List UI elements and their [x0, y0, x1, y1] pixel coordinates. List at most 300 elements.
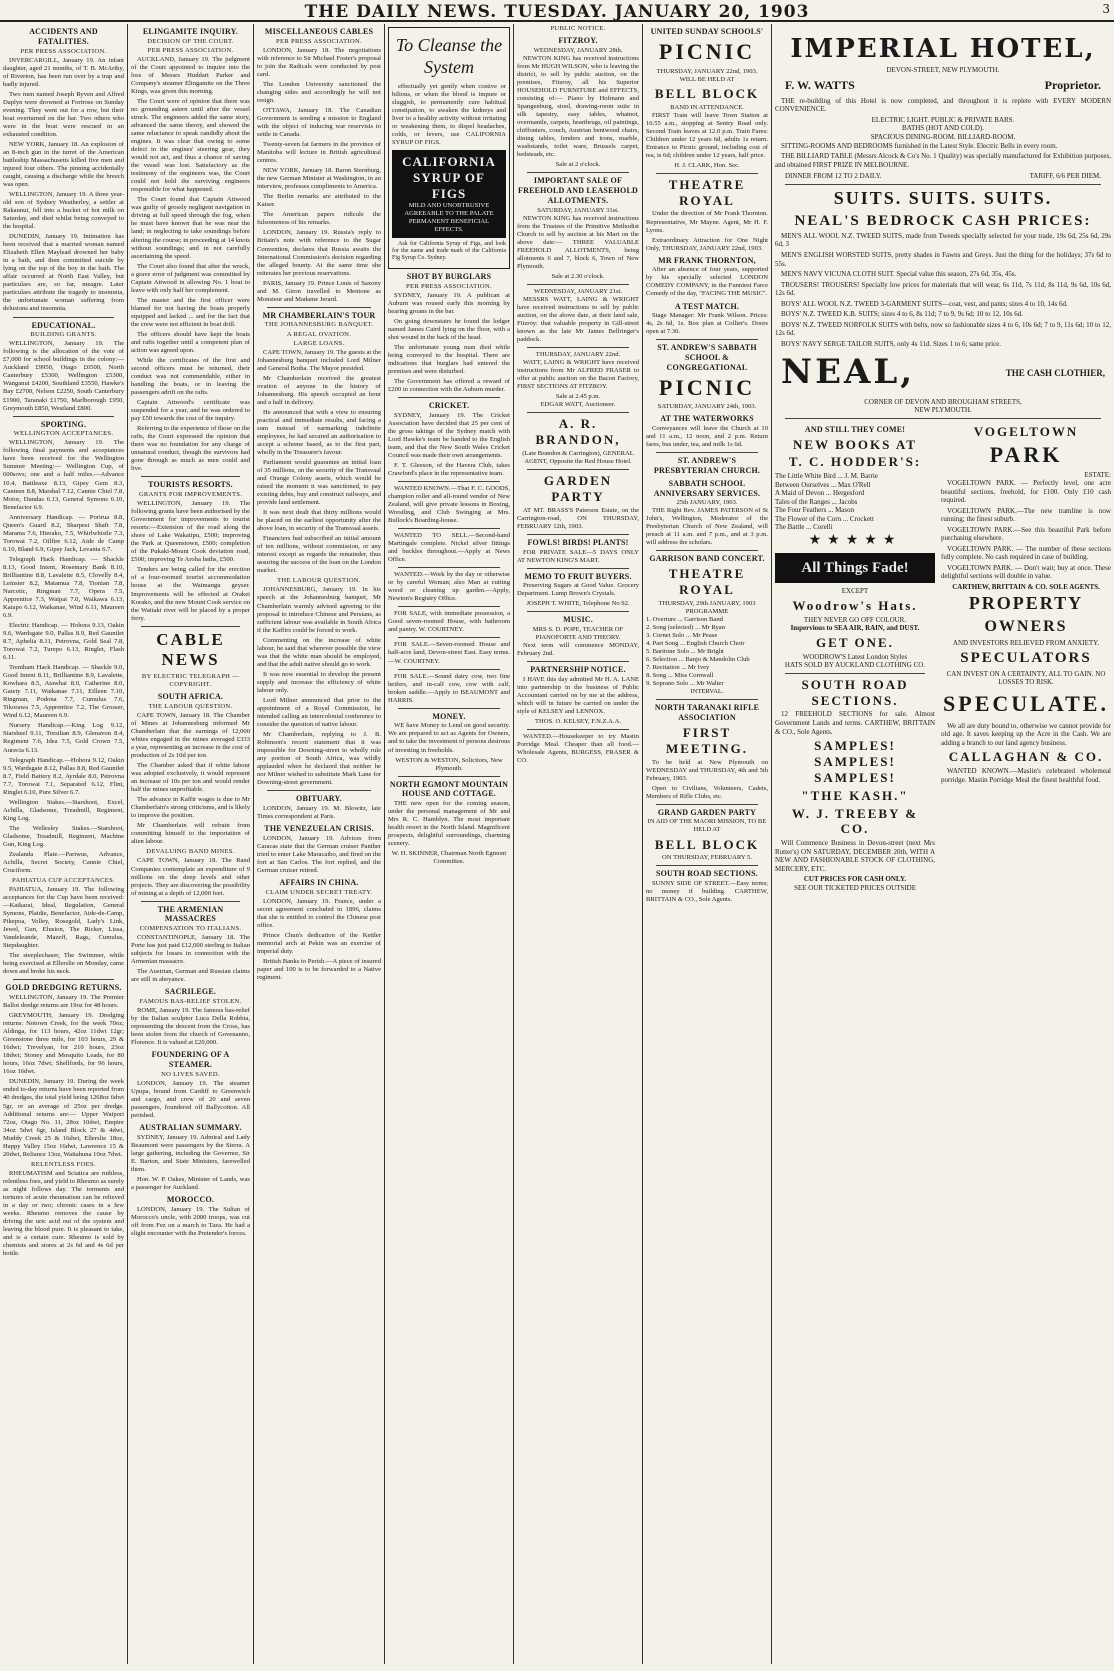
heading-obituary: OBITUARY. [296, 794, 342, 804]
the-kash: "THE KASH." [801, 787, 909, 803]
vogeltown-title: VOGELTOWN [973, 423, 1079, 439]
notice-paragraph: Preserving Sugars at Good Value. Grocery Department. Lump Brown's Crystals. [517, 582, 639, 598]
article-paragraph: WELLINGTON, January 19. The following final payments and acceptances have been received for the Wellington Summer Meeting:— Wellington Cup, of 600sovs; one and a half miles.—Advance 10.4, Battleaxe 8.13, Gipsy Gem 8.3, Canteen 8.8, Marshal 7.12, Cannie Chiel 7.8, Motor, Dundas 6.13, General Symons 6.10, Benefactor 6.9. [3, 439, 124, 511]
subheading: LARGE LOANS. [293, 339, 345, 347]
article-paragraph: PAHIATUA, January 19. The following acceptances for the Cup have been received:—Kaikarai, Ideal, Regulation, General Symons, Plaidie, Benefactor, Aide-de-Camp, Pikepoa, Volley, Rosegold, Lady's Link, Jewel, Gun, Elusion, The Ricker, Lissa, Vandeleande, Mazeff, Rags, Cumulus, Stepdaughter. [3, 886, 124, 950]
article-paragraph: CAPE TOWN, January 19. The guests at the Johannesburg banquet included Lord Milner and General Botha. The Mayor presided. [257, 348, 381, 372]
heading-anniversary: SABBATH SCHOOL ANNIVERSARY SERVICES. [653, 478, 761, 498]
divider [13, 317, 114, 318]
notice-paragraph: MESSRS WATT, LAING & WRIGHT have received instructions to sell by public auction, on the above date, at their land sale, Fitzroy: that valuable property in Gill-street known as the late Mr James Bellringer's paddock. [517, 295, 639, 343]
advert-paragraph: effectually yet gently when costive or bilious, or when the blood is impure or sluggish, to permanently cure habitual constipation, to awaken the kidneys and liver to a healthy activity without irritating or weakening them, to dispel headaches, colds, or fevers, use CALIFORNIA SYRUP OF FIGS. [392, 82, 506, 147]
notice-date: SATURDAY, JANUARY 31st. [537, 206, 619, 214]
imperial-hotel-title: IMPERIAL HOTEL, [790, 34, 1096, 64]
figs-line: PERMANENT BENEFICIAL EFFECTS. [408, 217, 490, 233]
article-paragraph: Captain Attwood's certificate was suspended for a year, and he was ordered to pay £50 towards the cost of the inquiry. [131, 399, 250, 423]
programme-item: 4. Part Song ... English Church Choir [646, 640, 745, 648]
divider [527, 469, 629, 470]
notice-paragraph: NEWTON KING has received instructions from the Trustees of the Primitive Methodist Church to sell by auction at his Mart on the above date:— THREE VALUABLE FREEHOLD ALLOTMENTS, being allotments 6 and 7, block 6, Town of New Plymouth. [517, 214, 639, 270]
price-item: TROUSERS! TROUSERS! Specially low prices for materials that will wear, 6s 11d, 7s 11d, 8s 11d, 9s 6d, 10s 6d, 12s 6d. [775, 280, 1111, 298]
article-paragraph: Two men named Joseph Ryven and Alfred Daplyn were drowned at Fortrose on Sunday evening. They went out for a row, but their boat overturned on the bar. Two others who were in the boat were rescued in an exhausted condition. [3, 90, 124, 138]
divider [398, 708, 500, 709]
programme-item: 5. Baritone Solo ... Mr Bright [646, 648, 724, 656]
brandon-subtitle: (Late Brandon & Carrington), GENERAL AGENT, Opposite the Red House Hotel. [522, 449, 634, 465]
article-paragraph: The Court also found that after the wreck, a grave error of judgment was committed by Captain Attwood in allowing No. 1 boat to leave with only half her complement. [131, 262, 250, 294]
subheading: WELLINGTON ACCEPTANCES. [13, 430, 114, 438]
heading-important-sale: IMPORTANT SALE OF FREEHOLD AND LEASEHOLD ALLOTMENTS. [518, 176, 638, 205]
article-paragraph: Commenting on the increase of white labour, he said that wherever possible the view was that the white man should be employed, and that the adult native should go to work. [257, 636, 381, 668]
divider [398, 669, 500, 670]
masthead [0, 0, 1114, 22]
ticketed-prices: SEE OUR TICKETED PRICES OUTSIDE [794, 883, 916, 892]
notice-date: THURSDAY, JANUARY 22nd, 1903. [656, 67, 758, 75]
article-paragraph: LONDON, January 19. The Sultan of Morocco's uncle, with 2000 troops, was cut off from Fez on a march to Taza. He had a slight encounter with the Pretender's forces. [131, 1205, 250, 1237]
notice-paragraph: Open to Civilians, Volunteers, Cadets, Members of Rifle Clubs, etc. [646, 784, 768, 800]
divider [13, 416, 114, 417]
heading-chamberlain: MR CHAMBERLAIN'S TOUR [262, 310, 376, 320]
neal-subtitle: THE CASH CLOTHIER, [1005, 367, 1105, 378]
article-paragraph: The London University sanctioned the changing sides and accordingly he will not resign. [257, 80, 381, 104]
neal-signature-row [781, 352, 1105, 393]
column-advertisements [772, 24, 1114, 1664]
divider [398, 481, 500, 482]
notice-paragraph: Under the direction of Mr Frank Thornton. Representative, Mr Mayne. Agent, Mr H. F. Lyons. [646, 210, 768, 234]
article-paragraph: On going downstairs he found the lodger named James Caird lying on the floor, with a shot wound in the back of the head. [388, 317, 510, 341]
article-paragraph: Hon. W. P. Oakes, Minister of Lands, was a passenger for Auckland. [131, 1175, 250, 1191]
programme-item: 2. Song (selected) ... Mr Ryan [646, 624, 726, 632]
signature: WESTON & WESTON, Solicitors, New Plymouth. [395, 756, 503, 772]
article-paragraph: Anniversary Handicap. — Porirua 8.8, Queen's Guard 8.2, Sharpest Shaft 7.8, Marama 7.6, Hierako, 7.5, Whirlwhistle 7.3, Torowai 7.2, Oilfire 6.12, Aide de Camp 6.10, Bland 6.9, Gipsy Jack, Levanta 6.7. [3, 513, 124, 553]
interval-label: INTERVAL. [690, 688, 724, 696]
article-paragraph: LONDON, January 19. France, under a secret agreement concluded in 1896, claims that she is entitled to control the Chinese post office. [257, 897, 381, 929]
programme-list [646, 616, 768, 688]
all-things-fade: All Things Fade! [775, 553, 935, 583]
heading-cricket: CRICKET. [428, 400, 470, 410]
notice-line: Sale at 2.30 o'clock. [551, 272, 605, 280]
heading-presbyterian: ST. ANDREW'S PRESBYTERIAN CHURCH. [653, 456, 761, 476]
notice-paragraph: NEWTON KING has received instructions from Mr HUGH WILSON, who is leaving the district, to sell by public auction, on the premises, Fitzroy, all his Superior HOUSEHOLD FURNITURE and EFFECTS, consisting of:— Piano by Hofmann and Spangenburg, stool, drawing-room suite in silk tapestry, easy tables, whatnot, overmantle, carpets, hearthrugs, oil paintings, chiffoniers, couch, Austrian bentwood chairs, dining tables, fenders and irons, marble, washstands, toilet ware, Brussels carpet, bedsteads, etc. [517, 54, 639, 159]
article-paragraph: LONDON, January 19. M. Blowitz, late Times correspondent at Paris. [257, 804, 381, 820]
article-paragraph: Parliament would guarantee an initial loan of 35 millions, on the security of the Transvaal and Orange Colony assets, which would be raised the moment it was sanctioned, to pay existing debts, buy and construct railways, and provide land settlement. [257, 458, 381, 507]
except-label: EXCEPT [841, 587, 869, 596]
woodrows-hats: Woodrow's Hats. [792, 597, 918, 613]
article-paragraph: DUNEDIN, January 19. During the week ended to-day returns have been reported from 40 dredges, the total yield being 1268oz 6dwt 5gr, or an average of 25oz per dredge. Additional returns are:— Upper Waipori 72oz, Otago No. 11, 28oz 10dwt, Empire 34oz 5dwt 6gr, Island Block 27 & 4dwt, Muddy Creek 25 & 16dwt, Ellerslie 18oz, Happy Valley 15oz 16dwt, Lawrence 15 & 20dwt, Reliance 13oz, Waitahuna 10oz 7dwt. [3, 1078, 124, 1158]
article-paragraph: The Court found that Captain Attwood was guilty of grossly negligent navigation in driving at full speed through the fog, when he must have known that he was near the land; in neglecting to take soundings before altering the course; in proceeding at 14 knots without soundings; and in not carefully ascertaining the speed. [131, 196, 250, 260]
column-figs [385, 24, 513, 1664]
divider [527, 412, 629, 413]
heading-venezuelan: THE VENEZUELAN CRISIS. [264, 824, 374, 833]
heading-china: AFFAIRS IN CHINA. [279, 877, 359, 887]
article-paragraph: LONDON, January 19. Russia's reply to Britain's note with reference to the Sugar Convention, declares that Russia awaits the International Commission's decision regarding the alleged bounty. At the same time she reiterates her previous reservations. [257, 229, 381, 277]
estate-label: ESTATE: [1084, 470, 1111, 479]
heading-morocco: MOROCCO. [166, 1194, 215, 1204]
article-paragraph: WELLINGTON, January 19. The following grants have been authorised by the Government for improvements to tourist resorts:—Extension of the road along the shore of Lake Wakatipu, £500; improving the Park at Queenstown, £500; completion of the Pukaki-Mount Cook deviation road, £500; improving Te Aroha baths, £500. [131, 500, 250, 564]
book-item: The Flower of the Corn ... Crockett [775, 514, 874, 523]
article-paragraph: SYDNEY, January 19. The Cricket Association have decided that 25 per cent of the gross takings of the Sydney match with Lord Hawke's team be handed to the English team, and that the New South Wales Cricket Council was made their own arrangements. [388, 411, 510, 459]
heading-garden-party: GARDEN PARTY [543, 473, 613, 504]
press-line: PER PRESS ASSOCIATION. [20, 47, 107, 55]
divider [656, 339, 758, 340]
column-accidents [0, 24, 127, 1664]
article-paragraph: The Government has offered a reward of £200 in connection with the Auburn murder. [388, 377, 510, 393]
divider [785, 418, 1101, 419]
actor-name: MR FRANK THORNTON, [658, 255, 756, 265]
syrup-of-figs-advert [388, 27, 510, 269]
stars-ornament: ★★★★★ [808, 533, 902, 548]
article-paragraph: DUNEDIN, January 19. Intimation has been received that a married woman named Elizabeth Ellen Maylead drowned her baby in a bath, and then committed suicide by lying on the top of the boy in the bath. The affair occurred at North East Valley, but particulars are, so far, meagre. Later particulars attribute the tragedy to insomnia, the unfortunate woman suffering from delusions and insomnia. [3, 233, 124, 313]
signature: JOSEPH T. WHITE, Telephone No 92. [526, 600, 630, 608]
picnic-title: PICNIC [658, 38, 756, 64]
article-paragraph: NEW YORK, January 18. Baron Sternburg, the new German Minister at Washington, in an interview, professes compliments to America. [257, 167, 381, 191]
neal-town: NEW PLYMOUTH. [914, 406, 972, 415]
suits-headline: SUITS. SUITS. SUITS. [833, 187, 1053, 208]
divider [398, 567, 500, 568]
article-paragraph: Mr Chamberlain received the greatest ovation of anyone in the history of Johannesburg. His speech occupied an hour and a half in delivery. [257, 374, 381, 406]
newspaper-title: THE DAILY NEWS. TUESDAY. JANUARY 20, 1903 [304, 2, 810, 22]
article-paragraph: British Banks to Perish.—A piece of insured paper and 100 is to be forwarded to a Native regiment. [257, 957, 381, 981]
advert-paragraph: RHEUMATISM and Sciatica are ruthless, relentless foes, and yield to Rheumo as surely as night follows day. The torments and tortures of acute rheumatism can be relieved in a day or two; chronic cases in a few weeks. Rheumo removes the cause by driving the uric acid out of the system and leaving the blood pure. It is pleasant to take, and is a certain cure. Rheumo is sold by chemists and stores at 2s 6d and 4s 6d per bottle. [3, 1169, 124, 1258]
advert-paragraph: SITTING-ROOMS AND BEDROOMS furnished in the Latest Style. Electric Bells in every room. [781, 141, 1058, 150]
get-one: GET ONE. [816, 634, 894, 650]
article-paragraph: LONDON, January 19. Advices from Caracas state that the German cruiser Panther tried to enter Lake Maracaibo, and fired on the fort at San Carlos. The fort replied, and the German cruiser retired. [257, 834, 381, 874]
hotel-dining: SPACIOUS DINING-ROOM. BILLIARD-ROOM. [870, 133, 1016, 141]
article-paragraph: THE new open for the coming season, under the personal management of Mr and Mrs R. C. Hamblyn. The most important health resort in the North Island. Magnificent prospects, delightful surroundings, charming scenery. [388, 800, 510, 848]
price-item: BOYS' NAVY SERGE TAILOR SUITS, only 4s 11d. Sizes 1 to 6; same price. [781, 339, 1002, 348]
advert-paragraph: VOGELTOWN PARK. — The number of these sections fully complete. No cash required in case of building. [941, 544, 1111, 562]
page-number: 3 [1102, 2, 1110, 16]
heading-burglars: SHOT BY BURGLARS [406, 271, 492, 281]
heading-gold: GOLD DREDGING RETURNS. [5, 983, 122, 993]
subheading: DECISION OF THE COURT. [147, 37, 234, 45]
press-line: PER PRESS ASSOCIATION. [406, 282, 492, 290]
carthew-agents: CARTHEW, BRITTAIN & CO. SOLE AGENTS. [952, 582, 1100, 591]
heading-accidents: ACCIDENTS AND FATALITIES. [29, 27, 98, 46]
neal-address: CORNER OF DEVON AND BROUGHAM STREETS, [864, 397, 1022, 406]
latest-styles: WOODROW'S Latest London Styles [802, 652, 908, 661]
divider [141, 901, 240, 902]
heading-garrison: GARRISON BAND CONCERT. [649, 554, 765, 564]
heading-still-come: AND STILL THEY COME! [804, 424, 906, 434]
subheading: PAHIATUA CUP ACCEPTANCES. [11, 876, 116, 884]
notice-date: THURSDAY, 29th JANUARY, 1903 [658, 599, 756, 607]
heading-music: MUSIC. [563, 615, 593, 625]
notice-line: Sale at 2 o'clock. [555, 161, 601, 169]
heading-south-africa: SOUTH AFRICA. [157, 692, 224, 702]
article-paragraph: It was now essential to develop the present supply and increase the efficiency of white labour only. [257, 670, 381, 694]
divider [527, 568, 629, 569]
subheading: GRANTS FOR IMPROVEMENTS. [138, 491, 243, 499]
classified-ad: WANTED.—Housekeeper to try Mastin Porridge Meal. Cheaper than all food.—Wholesale Agents, BURGESS, FRASER & CO. [517, 733, 639, 765]
book-item: The Four Feathers ... Mason [775, 506, 855, 515]
impervious: Impervious to SEA AIR, RAIN, and DUST. [790, 624, 920, 633]
divider [527, 661, 629, 662]
article-paragraph: WELLINGTON, January 19. The Premier Ballot dredge returns are 19oz for 48 hours. [3, 994, 124, 1010]
signature: THOS. O. KELSEY, F.N.Z.A.A. [535, 718, 621, 726]
article-paragraph: CONSTANTINOPLE, January 18. The Porte has just paid £12,000 sterling to Italian subjects for losses in connection with the Armenian massacre. [131, 934, 250, 966]
notice-line: IN AID OF THE MAORI MISSION, TO BE HELD AT [647, 818, 767, 834]
price-item: MEN'S NAVY VICUNA CLOTH SUIT. Special value this season, 27s 6d, 35s, 45s. [781, 270, 1017, 279]
book-item: The Little White Bird ... J. M. Barrie [775, 472, 878, 481]
notice-date: THURSDAY, JANUARY 22nd. [535, 351, 621, 358]
new-books: NEW BOOKS AT [793, 436, 917, 452]
article-paragraph: Telegraph Handicap.—Hohora 9.12, Oakin 9.5, Wardsgate 8.12, Pallas 8.8, Red Gauntlet 8.7, Field Battery 8.2, Ayrdale 8.0, Petrovna 7.7, Torowai 7.1, Separated 6.12, Flint, Ringlet 6.10, Pure Silver 6.7. [3, 756, 124, 796]
programme-item: 3. Cornet Solo ... Mr Pease [646, 632, 718, 640]
article-paragraph: Telegraph Hack Handicap. — Shackle 8.13, Good Intent, Rosemary Bank 8.10, Brilliantine 8.8, Lavalette 8.5, Clovelly 8.4, Leinster 8.2, Matamua 7.8, Tionian 7.8, Narcotic, Ringman 7.7, Opera 7.5, Apprentice 7.3, Waipai 7.0, Waikawa 6.13, Kaiapo 6.12, Waikanae, Wind 6.11, Maureen 6.9. [3, 555, 124, 619]
brandon-name: A. R. BRANDON, [535, 416, 621, 448]
article-paragraph: Twenty-seven fat farmers in the province of Manitoba will lecture in British agricultural centres. [257, 141, 381, 165]
figs-line: AGREEABLE TO THE PALATE [404, 209, 494, 217]
article-paragraph: Referring to the experience of those on the rafts, the Court expressed the opinion that there was no foundation for any charge of unnatural conduct, though the survivors had gone through as much as men could and live. [131, 425, 250, 473]
divider [141, 626, 240, 627]
investors-line: AND INVESTORS RELIEVED FROM ANXIETY. [952, 638, 1100, 647]
notice-date: SATURDAY, JANUARY 24th, 1903. [657, 403, 757, 411]
article-paragraph: The Chamber asked that if white labour was adopted exclusively, it would represent an increase of 10s per ton and would render half the mines unprofitable. [131, 762, 250, 794]
samples: SAMPLES! SAMPLES! SAMPLES! [814, 738, 896, 785]
divider [785, 673, 925, 674]
article-paragraph: The Court were of opinion that there was no grounding astern until after the vessel struck. The engineers added the same story, advanced the same theory, and showed the same reluctance to speak candidly about the engines. It was clear that owing to some defect in the engines' steering gear, they would not act, and thus a chance of saving the vessel was lost. Satisfactory as the testimony of the engineers was, the Court could not hold the surviving engineers responsible for what happened. [131, 97, 250, 194]
divider [527, 172, 629, 173]
article-paragraph: The Berlin remarks are attributed to the Kaiser. [257, 193, 381, 209]
divider [656, 173, 758, 174]
classified-ad: WE have Money to Lend on good security. We are prepared to act as Agents for Owners, and to take the investment of persons desirous of investing in freeholds. [388, 722, 510, 754]
divider [656, 804, 758, 805]
neal-logo: NEAL, [781, 352, 916, 393]
book-item: A Maid of Devon ... Hergesford [775, 489, 865, 498]
advert-paragraph: THE re-building of this Hotel is now completed, and throughout it is replete with EVERY MODERN CONVENIENCE. [775, 96, 1111, 114]
figs-banner [392, 150, 506, 238]
venue-theatre: THEATRE ROYAL [668, 566, 746, 598]
article-paragraph: JOHANNESBURG, January 19. In his speech at the Johannesburg banquet, Mr Chamberlain warmly advised agreeing to the proposal to introduce Chinese and Persians, as sufficient labour was available in South Africa if the Kaffirs could be forced to work. [257, 586, 381, 634]
heading-misc-cables: MISCELLANEOUS CABLES [264, 27, 374, 36]
article-paragraph: While the certificates of the first and second officers must be returned, their conduct was not commendable, either in handling the boats, or in leaving the passengers adrift on the rafts. [131, 356, 250, 397]
article-paragraph: SYDNEY, January 19. A publican at Auburn was roused early this morning by hearing groans in the bar. [388, 291, 510, 315]
left-ad-stack [775, 422, 935, 893]
article-paragraph: LONDON, January 19. The steamer Upupa, bound from Cardiff to Greenwich and cargo, and crew of 20 and seven passengers, foundered off Ballycotton. All perished. [131, 1079, 250, 1119]
first-meeting: FIRST MEETING. [665, 724, 749, 756]
divider [527, 611, 629, 612]
can-invest-line: CAN INVEST ON A CERTAINTY, ALL TO GAIN. NO LOSSES TO RISK. [946, 669, 1106, 687]
classified-ad: WANTED.—Work by the day or otherwise or by careful Woman; also Man at cutting wood or cleaning up garden.—Apply, Newton's Registry Office. [388, 571, 510, 603]
article-paragraph: Zealanda Plate.—Pariwus, Advance, Achilla, Secret Society, Cannie Chiel, Cruciform. [3, 850, 124, 874]
article-paragraph: The American papers ridicule the fulsomeness of his remarks. [257, 211, 381, 227]
notice-paragraph: Extraordinary Attraction for One Night Only, THURSDAY, JANUARY 22nd, 1903. [646, 236, 768, 252]
programme-item: 7. Recitation ... Mr Ivey [646, 664, 710, 672]
article-paragraph: SYDNEY, January 19. Admiral and Lady Beaumont were passengers by the Sierra. A large gathering, including the Governor, Sir E. Barton, and State Ministers, farewelled them. [131, 1133, 250, 1173]
divider [141, 476, 240, 477]
proprietor-label: Proprietor. [1044, 78, 1101, 93]
article-paragraph: LONDON, January 18. The negotiations with reference to Sir Michael Foster's proposal to join the Radicals were conducted by post card. [257, 46, 381, 78]
advert-paragraph: VOGELTOWN PARK.—The new tramline is now running; the finest suburb. [941, 506, 1111, 524]
column-public-notices [514, 24, 642, 1664]
heading-grand-garden: GRAND GARDEN PARTY [657, 807, 757, 817]
divider [13, 979, 114, 980]
article-paragraph: Mr Chamberlain, replying to J. B. Robinson's recent statement that it was impossible for Downing-street to wholly rule any portion of South Africa, was wildly applauded when he declared that neither he nor Milner wished to substitute Mark Lane for Downing-street government. [257, 730, 381, 787]
article-paragraph: Financiers had subscribed an initial amount of ten millions, without commission, or any interest except as regards the remainder, thus assuring the success of the loan on the London market. [257, 535, 381, 575]
heading-egmont: NORTH EGMONT MOUNTAIN HOUSE AND COTTAGE. [389, 779, 509, 799]
advert-paragraph: WANTED KNOWN.—Maslin's celebrated wholemeal porridge. Mastin Porridge Meal the finest healthful food. [941, 767, 1111, 784]
book-item: The Battle ... Corelli [775, 523, 833, 532]
programme-item: 1. Overture ... Garrison Band [646, 616, 723, 624]
speculate-title: SPECULATE. [943, 690, 1109, 716]
press-line: PER PRESS ASSOCIATION. [147, 46, 234, 54]
park-title: PARK [989, 441, 1063, 467]
column-misc-cables [254, 24, 384, 1664]
right-ad-stack [941, 422, 1111, 893]
article-paragraph: The Wellesley Stakes.—Starshoot, Gladsome, Treadmill, Regiment, Machine Gun, King Log. [3, 824, 124, 848]
heading-sunday-schools: UNITED SUNDAY SCHOOLS' [650, 27, 764, 36]
heading-money: MONEY. [432, 711, 466, 721]
tariff: TARIFF, 6/6 PER DIEM. [1029, 172, 1101, 181]
venue-bell-block: BELL BLOCK [654, 85, 760, 101]
notice-paragraph: To be held at New Plymouth on WEDNESDAY and THURSDAY, 4th and 5th February, 1903. [646, 758, 768, 782]
notice-line: WILL BE HELD AT [679, 75, 735, 83]
subheading: DEVALUING BAND MINES. [146, 848, 235, 856]
heading-sporting: SPORTING. [40, 419, 87, 429]
bottom-ads-grid [775, 422, 1111, 893]
subheading: BY ELECTRIC TELEGRAPH — COPYRIGHT. [141, 673, 240, 689]
heading-theatre-royal: THEATRE ROYAL [668, 176, 746, 208]
hotel-baths: BATHS (HOT AND COLD). [902, 124, 984, 133]
heading-sacrilege: SACRILEGE. [164, 987, 217, 997]
notice-date: WEDNESDAY, JANUARY 21st. [533, 287, 623, 295]
heading-st-andrews: ST. ANDREW'S SABBATH SCHOOL & CONGREGATIONAL [657, 343, 757, 372]
article-paragraph: PARIS, January 19. Prince Louis of Saxony and M. Giron travelled to Mentone as Monsieur and Madame Jerard. [257, 279, 381, 303]
notice-paragraph: After an absence of four years, supported by his specially selected LONDON COMEDY COMPANY, in the Funniest Farce Comedy of the day, "FACING THE MUSIC". [646, 266, 768, 298]
subheading: FAMOUS BAS-RELIEF STOLEN. [139, 998, 242, 1006]
divider [527, 284, 629, 285]
article-paragraph: He announced that with a view to ensuring practical and immediate results, and facing a sum instead of earmarking indefinite employees, he had secured an authorisation to accept a scheme based, as to the first part, wholly in the Treasurer's favour. [257, 408, 381, 456]
subheading: RELENTLESS FOES. [31, 1160, 96, 1168]
advert-paragraph: We all are duty bound to, otherwise we cannot provide for old age. It saves keeping up the Acre in the Cash. We are adding a branch to our land agency business. [941, 721, 1111, 747]
subheading: THE LABOUR QUESTION. [148, 702, 233, 710]
hotel-features: ELECTRIC LIGHT. PUBLIC & PRIVATE BARS. [871, 115, 1015, 124]
article-paragraph: Prince Chun's dedication of the Kettler memorial arch at Pekin was an exercise of imperial duty. [257, 931, 381, 955]
subheading: COMPENSATION TO ITALIANS. [139, 925, 242, 933]
divider [656, 699, 758, 700]
classified-ad: FOR SALE, with immediate possession, a Good seven-roomed House, with bathroom and pantry. W. COURTNEY. [388, 610, 510, 634]
dinner-hours: DINNER FROM 12 TO 2 DAILY. [785, 172, 882, 181]
advert-paragraph: VOGELTOWN PARK.—See this beautiful Park before purchasing elsewhere. [941, 525, 1111, 543]
classified-ad: FOR SALE.—Seven-roomed House and half-acre land, Devon-street East. Easy terms.—W. COURTNEY. [388, 641, 510, 665]
subheading: BUILDING GRANTS. [30, 331, 97, 339]
divider [398, 528, 500, 529]
advert-paragraph: VOGELTOWN PARK. — Perfectly level, one acre beautiful sections, freehold, for £100. Only £10 cash required. [941, 479, 1111, 505]
divider [656, 550, 758, 551]
article-paragraph: It was next dealt that thirty millions would be placed on the earliest opportunity after the above loan, in security of the Transvaal assets. [257, 509, 381, 533]
divider [527, 347, 629, 348]
divider [267, 307, 371, 308]
neal-cash-prices: NEAL'S BEDROCK CASH PRICES: [794, 212, 1092, 229]
hotel-dinner-row [785, 172, 1101, 181]
article-paragraph: Tenders are being called for the erection of a four-roomed tourist accommodation house at the Waimangu geyser. Improvements will be effected at Orakei Korako, and the new Mount Cook service on the Waitaki river will be placed by a proper ferry. [131, 566, 250, 622]
article-paragraph: The steeplechaser, The Swimmer, while being exercised at Ellerslie on Monday, came down and broke his neck. [3, 952, 124, 976]
article-paragraph: WELLINGTON, January 19. A three year-old son of Sydney Weatherley, a settler at Rakaunui, fell into a bucket of hot milk on Saturday, and died whilst being conveyed to the hospital. [3, 191, 124, 231]
advert-paragraph: THE BILLIARD TABLE (Messrs Alcock & Co's No. 1 Quality) was specially manufactured for Exhibition purposes, and obtained FIRST PRIZE IN MELBOURNE. [775, 152, 1111, 169]
divider [398, 637, 500, 638]
notice-date: WEDNESDAY, JANUARY 28th. [533, 46, 623, 54]
article-paragraph: AUCKLAND, January 19. The judgment of the Court appointed to inquire into the loss of Messrs Huddart Parker and Company's steamer Elingamite on the Three Kings, was given this morning. [131, 55, 250, 95]
programme-item: 6. Selection ... Banjo & Mandolin Club [646, 656, 750, 664]
heading-rifle: NORTH TARANAKI RIFLE ASSOCIATION [654, 703, 760, 723]
article-paragraph: ROME, January 19. The famous bas-relief by the Italian sculptor Luca Della Robbia, representing the descent from the Cross, has been stolen from the church of Govenanno, Florence. It is valued at £20,000. [131, 1007, 250, 1047]
advert-headline: To Cleanse the System [395, 35, 503, 77]
article-paragraph: WELLINGTON, January 19. The following is the allocation of the vote of £7,000 for school buildings in the colony:— Auckland £9950, Otago £6500, North Canterbury £5300, Wellington £5300, Wanganui £4200, Southland £3550, Hawke's Bay £2700, Nelson £2250, South Canterbury £1900, Taranaki £1750, Marlborough £950, Greymouth £850, Westland £800. [3, 340, 124, 412]
book-item: Between Ourselves ... Max O'Rell [775, 480, 871, 489]
subheading: NO LIVES SAVED. [161, 1070, 220, 1078]
heading-cable-news: CABLE NEWS [156, 629, 225, 670]
article-paragraph: The unfortunate young man died while being conveyed to the hospital. There are indications that burglars had entered the premises and were disturbed. [388, 343, 510, 375]
south-road-sections: SOUTH ROAD SECTIONS. [801, 676, 909, 708]
heading-foundering: FOUNDERING OF A STEAMER. [151, 1050, 230, 1070]
article-paragraph: Lord Milner announced that prior to the appointment of a Royal Commission, he intended calling an intercolonial conference to consider the question of native labour. [257, 696, 381, 728]
notice-date: 25th JANUARY, 1903. [676, 499, 738, 507]
hotel-address: DEVON-STREET, NEW PLYMOUTH. [886, 65, 1000, 74]
section-label: PUBLIC NOTICE. [550, 25, 606, 32]
cut-prices: CUT PRICES FOR CASH ONLY. [803, 875, 907, 884]
subheading: CLAIM UNDER SECRET TREATY. [265, 888, 373, 896]
price-item: BOYS' N.Z. TWEED NORFOLK SUITS with belts, now so fashionable sizes 4 to 6, 10s 6d; 7 to 9, 11s 6d; 10 to 12, 12s 6d. [775, 320, 1111, 338]
signature: H. J. CLARK, Hon. Sec. [674, 161, 740, 169]
venue-waterworks: AT THE WATERWORKS [660, 414, 754, 424]
article-paragraph: The advance in Kaffir wages is due to Mr Chamberlain's strong criticisms, and is likely to improve the position. [131, 796, 250, 820]
heading-tourists: TOURISTS RESORTS. [148, 480, 233, 490]
music-teacher: MRS S. D. POPE, TEACHER OF PIANOFORTE AND THEORY. [532, 626, 624, 642]
divider [398, 606, 500, 607]
heading-armenian: THE ARMENIAN MASSACRES [157, 904, 224, 924]
article-paragraph: The Austrian, German and Russian claims are still in abeyance. [131, 968, 250, 984]
article-paragraph: The master and the first officer were blamed for not having the boats properly equipped and lacked ... and for the fact that the crew were not efficient in boat drill. [131, 296, 250, 328]
divider [785, 184, 1101, 185]
subheading: THE JOHANNESBURG BANQUET. [264, 321, 374, 329]
article-paragraph: GREYMOUTH, January 19. Dredging returns: Notown Creek, for the week 70oz; Aldinga, for 113 hours, 42oz 11dwt 12gr; Greenstone three mile, for 103 hours, 29 & 16dwt; Trevelyan, for 210 hours, 23oz 18dwt; Stoney and Mosquito Leads, for 80 hours, 16oz 7dwt; Shellfords, for 96 hours, 16oz 16dwt. [3, 1012, 124, 1076]
programme-item: 9. Soprano Solo ... Mr Walter [646, 680, 724, 688]
heading-test-match: A TEST MATCH. [674, 301, 740, 311]
column-picnics [643, 24, 771, 1664]
notice-line: BAND IN ATTENDANCE. [670, 103, 744, 111]
picnic-title: PICNIC [658, 374, 756, 400]
notice-date: ON THURSDAY, FEBRUARY 5. [662, 854, 752, 862]
notice-paragraph: Conveyances will leave the Church at 10 and 11 a.m., 12 noon, and 2 p.m. Return fares, bus under, tea, and milk 1s 6d. [646, 425, 768, 449]
divider [527, 534, 629, 535]
heading-fitzroy: FITZROY. [558, 36, 598, 46]
advert-paragraph: VOGELTOWN PARK. — Don't wait; buy at once. These delightful sections will double in value. [941, 563, 1111, 581]
article-paragraph: F. T. Gleeson, of the Havera Club, takes Crawford's place in the representative team. [388, 461, 510, 477]
article-paragraph: The officers should have kept the boats and rafts together until a competent plan of action was agreed upon. [131, 330, 250, 354]
advert-paragraph: Ask for California Syrup of Figs, and look for the name and trade mark of the California Fig Syrup Co. Sydney. [392, 240, 506, 262]
advert-paragraph: Will Commence Business in Devon-street (next Mrs Rutter's) ON SATURDAY, DECEMBER 20th, WITH A NEW AND FASHIONABLE STOCK OF CLOTHING, MERCERY, ETC. [775, 839, 935, 873]
book-item: Tales of the Ranges ... Jacobs [775, 497, 858, 506]
classified-ad: WANTED TO SELL.—Second-hand Martingale complete. Nickel silver fittings and buckles throughout.—Apply at News Office. [388, 532, 510, 564]
price-item: MEN'S ENGLISH WORSTED SUITS, pretty shades in Fawns and Greys. Just the thing for the holidays; 37s 6d to 55s. [775, 250, 1111, 268]
price-item: BOYS' N.Z. TWEED K.B. SUITS; sizes 4 to 6, 8s 11d; 7 to 9, 9s 6d; 10 to 12, 10s 6d. [781, 310, 1023, 319]
column-elingamite [128, 24, 253, 1664]
notice-paragraph: AT MT. BRASS'S Paterson Estate, on the Carrington-road, ON THURSDAY, FEBRUARY 12th, 1903. [517, 506, 639, 530]
hotel-proprietor-row [785, 78, 1101, 93]
heading-educational: EDUCATIONAL. [31, 320, 96, 330]
classified-ad: FOR SALE.—Sound dairy cow, two fine heifers, and in-calf cow, cow with calf, broken saddle.—Apply to BEAUMONT and HARRIS. [388, 672, 510, 704]
hodders: T. C. HODDER'S: [788, 454, 922, 470]
figs-title: CALIFORNIA SYRUP OF FIGS [402, 154, 496, 201]
divider [398, 776, 500, 777]
heading-fruit: MEMO TO FRUIT BUYERS. [524, 571, 632, 581]
treeby-co: W. J. TREEBY & CO. [791, 805, 919, 837]
notice-line: Sale at 2.45 p.m. [555, 393, 601, 401]
notice-paragraph: THE Right Rev. JAMES PATERSON of St John's, Wellington, Moderator of the Presbyterian Church of New Zealand, will preach at 11 a.m. and 7 p.m., and at 3 p.m. will address the scholars. [646, 507, 768, 547]
article-paragraph: NEW YORK, January 18. An explosion of an 8-inch gun in the turret of the American battleship Massachusetts killed five men and injured four others. The pinning accidentally caught, causing a discharge while the breech was open. [3, 140, 124, 188]
article-paragraph: Mr Chamberlain will refrain from committing himself to the importation of alien labour. [131, 822, 250, 846]
heading-south-road: SOUTH ROAD SECTIONS. [655, 869, 759, 879]
notice-paragraph: FIRST Train will leave Town Station at 10.55 a.m., stopping at Sentry Road only. Second Train leaves at 12.0 p.m. Train Fares: Children under 12 years 6d, adults 1s return. Entrance to Picnic ground, including cost of tea, is 6d; children under 12 years, half price. [646, 111, 768, 159]
article-paragraph: OTTAWA, January 18. The Canadian Government is sending a mission to England with the object of inducing war reservists to settle in Canada. [257, 107, 381, 139]
